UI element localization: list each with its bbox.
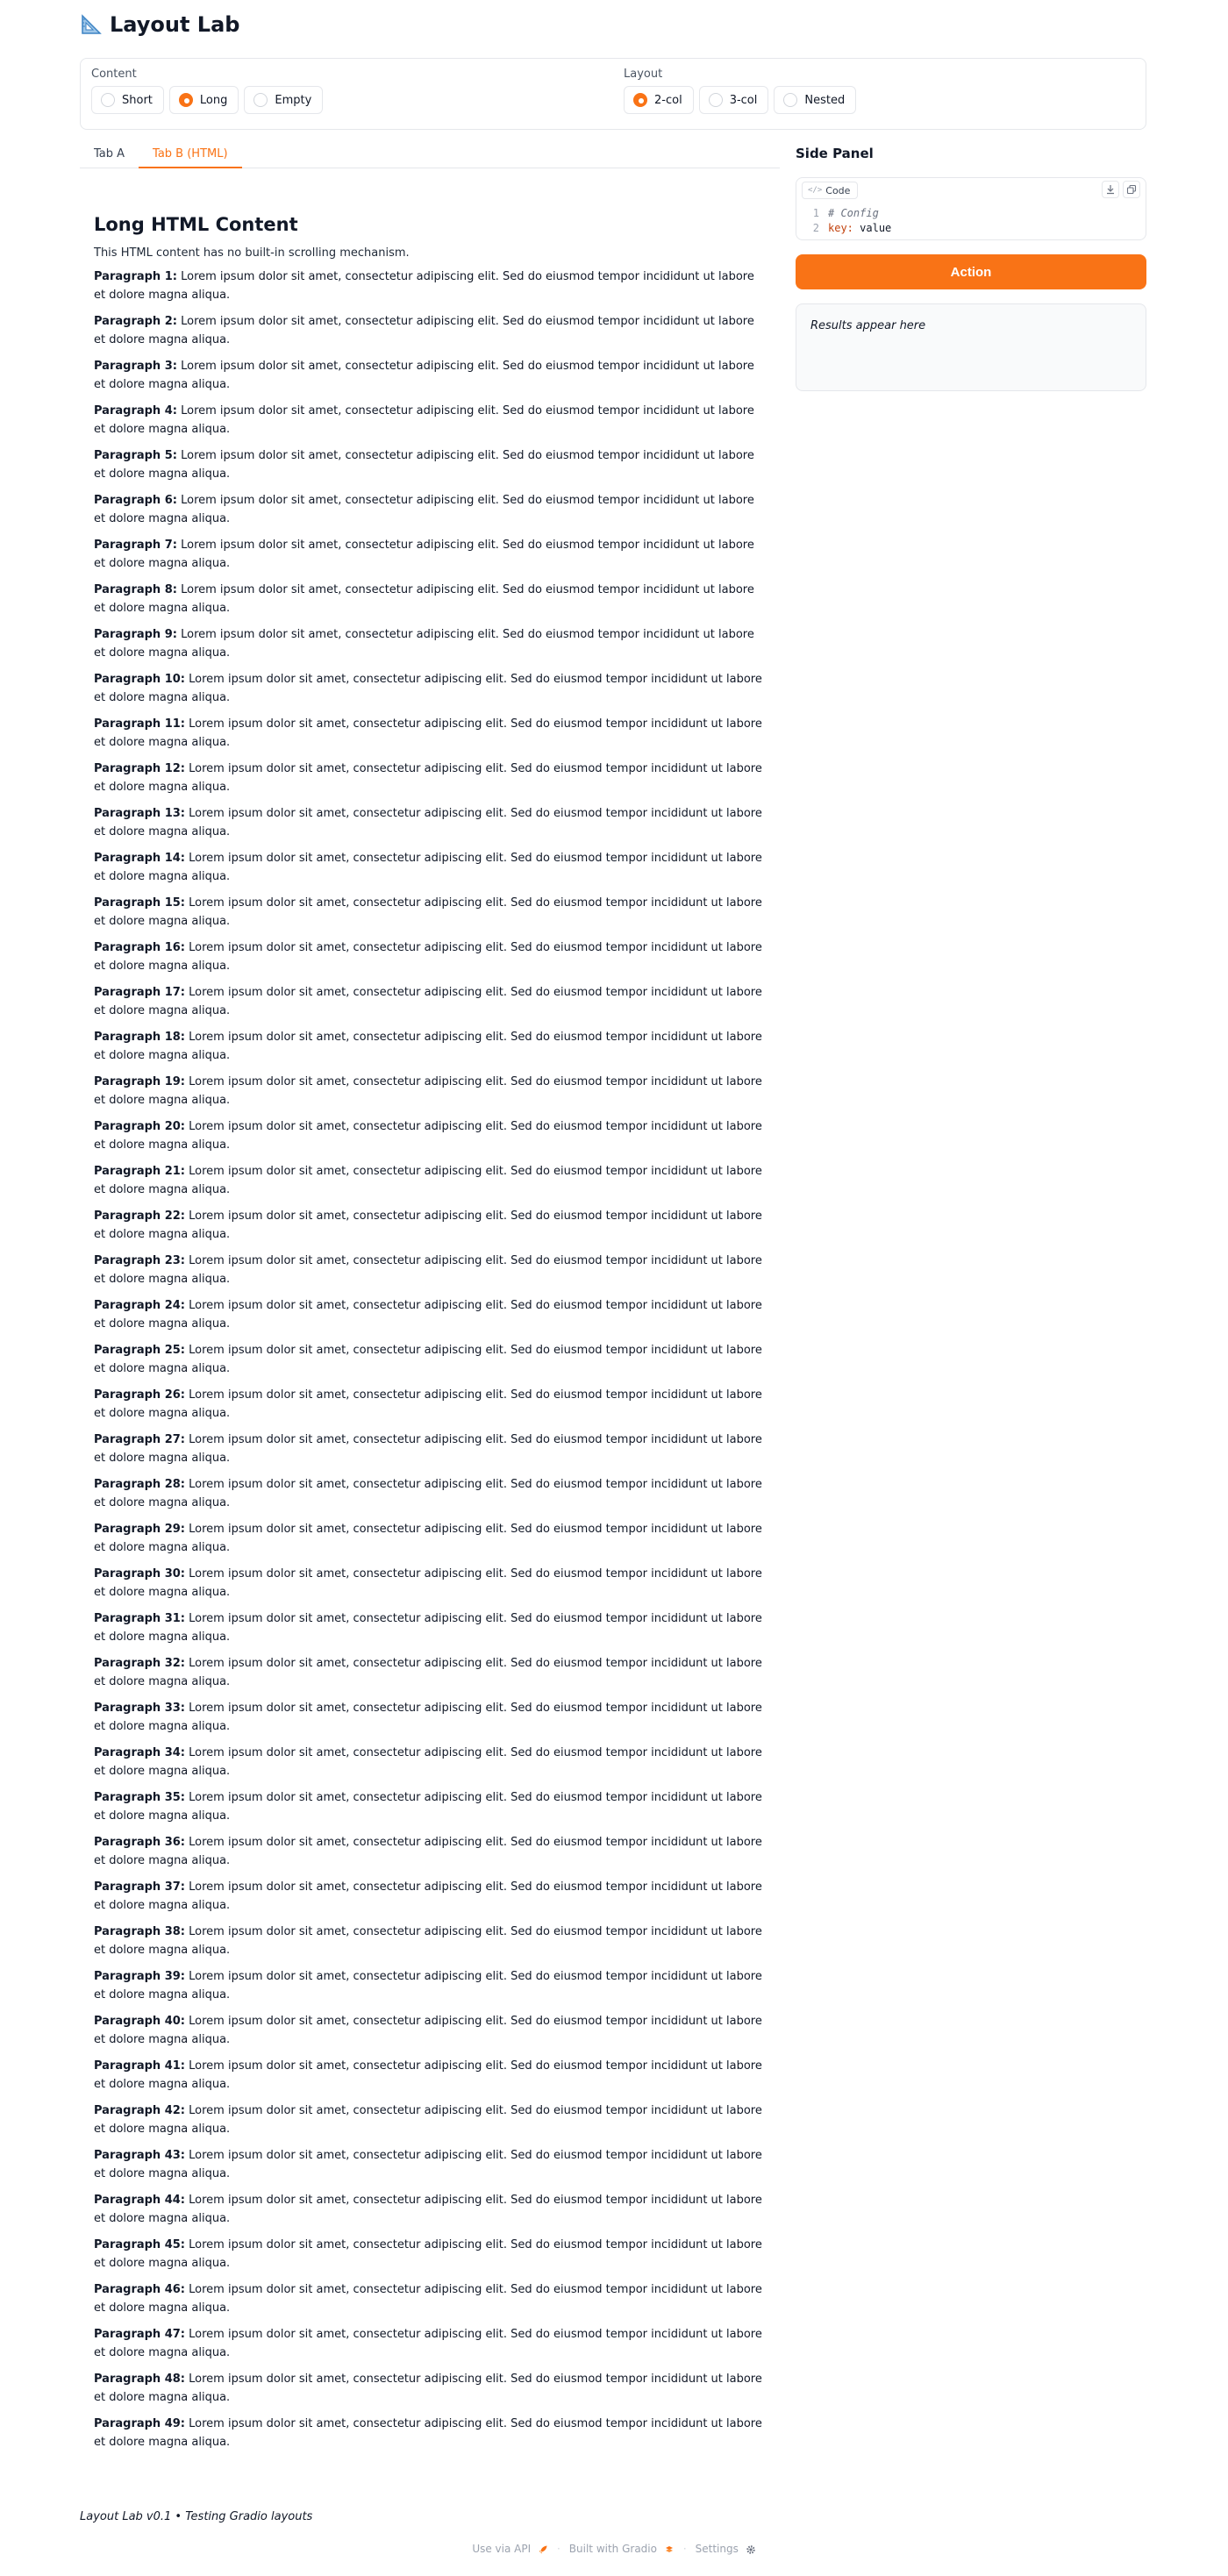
- radio-dot: [783, 93, 797, 107]
- paragraph-label: Paragraph 19:: [94, 1075, 185, 1088]
- paragraph-label: Paragraph 7:: [94, 539, 177, 552]
- page-title: Layout Lab: [110, 12, 240, 37]
- paragraph-list: [94, 268, 768, 2451]
- paragraph-text: Lorem ipsum dolor sit amet, consectetur adipiscing elit. Sed do eiusmod tempor incididunt ut labore et dolore magna aliqua.: [94, 1836, 762, 1867]
- paragraph-text: Lorem ipsum dolor sit amet, consectetur adipiscing elit. Sed do eiusmod tempor incididunt ut labore et dolore magna aliqua.: [94, 270, 754, 302]
- paragraph-text: Lorem ipsum dolor sit amet, consectetur adipiscing elit. Sed do eiusmod tempor incididunt ut labore et dolore magna aliqua.: [94, 1567, 762, 1599]
- layout-radio-group: [624, 68, 856, 114]
- code-line: [805, 221, 891, 236]
- paragraph-text: Lorem ipsum dolor sit amet, consectetur adipiscing elit. Sed do eiusmod tempor incididunt ut labore et dolore magna aliqua.: [94, 1210, 762, 1241]
- content-paragraph: [94, 715, 768, 752]
- paragraph-label: Paragraph 10:: [94, 673, 185, 686]
- paragraph-label: Paragraph 33:: [94, 1702, 185, 1715]
- radio-label: Long: [199, 93, 228, 107]
- paragraph-text: Lorem ipsum dolor sit amet, consectetur adipiscing elit. Sed do eiusmod tempor incididunt ut labore et dolore magna aliqua.: [94, 1657, 762, 1688]
- paragraph-label: Paragraph 42:: [94, 2104, 185, 2117]
- paragraph-text: Lorem ipsum dolor sit amet, consectetur adipiscing elit. Sed do eiusmod tempor incididunt ut labore et dolore magna aliqua.: [94, 1433, 762, 1465]
- app-header: [80, 12, 239, 37]
- paragraph-text: Lorem ipsum dolor sit amet, consectetur adipiscing elit. Sed do eiusmod tempor incididunt ut labore et dolore magna aliqua.: [94, 494, 754, 525]
- paragraph-label: Paragraph 1:: [94, 270, 177, 283]
- paragraph-label: Paragraph 23:: [94, 1254, 185, 1267]
- content-paragraph: [94, 1967, 768, 2004]
- gear-icon: [746, 2544, 756, 2555]
- content-paragraph: [94, 1609, 768, 1646]
- content-paragraph: [94, 491, 768, 528]
- paragraph-label: Paragraph 45:: [94, 2238, 185, 2251]
- paragraph-label: Paragraph 26:: [94, 1388, 185, 1402]
- paragraph-text: Lorem ipsum dolor sit amet, consectetur adipiscing elit. Sed do eiusmod tempor incididunt ut labore et dolore magna aliqua.: [94, 1746, 762, 1778]
- content-paragraph: [94, 760, 768, 796]
- radio-dot: [633, 93, 647, 107]
- paragraph-label: Paragraph 2:: [94, 315, 177, 328]
- content-paragraph: [94, 1431, 768, 1467]
- paragraph-text: Lorem ipsum dolor sit amet, consectetur adipiscing elit. Sed do eiusmod tempor incididunt ut labore et dolore magna aliqua.: [94, 941, 762, 973]
- content-paragraph: [94, 2012, 768, 2049]
- content-paragraph: [94, 1386, 768, 1423]
- content-radio-group: [91, 68, 323, 114]
- paragraph-text: Lorem ipsum dolor sit amet, consectetur adipiscing elit. Sed do eiusmod tempor incididunt ut labore et dolore magna aliqua.: [94, 2059, 762, 2091]
- rocket-icon: [538, 2544, 548, 2555]
- content-paragraph: [94, 2191, 768, 2228]
- content-paragraph: [94, 1744, 768, 1780]
- content-paragraph: [94, 894, 768, 931]
- content-paragraph: [94, 625, 768, 662]
- paragraph-text: Lorem ipsum dolor sit amet, consectetur adipiscing elit. Sed do eiusmod tempor incididunt ut labore et dolore magna aliqua.: [94, 2015, 762, 2046]
- site-footer: [0, 2543, 1228, 2555]
- paragraph-text: Lorem ipsum dolor sit amet, consectetur adipiscing elit. Sed do eiusmod tempor incididunt ut labore et dolore magna aliqua.: [94, 1075, 762, 1107]
- line-number: 2: [812, 222, 819, 234]
- paragraph-text: Lorem ipsum dolor sit amet, consectetur adipiscing elit. Sed do eiusmod tempor incididunt ut labore et dolore magna aliqua.: [94, 762, 762, 794]
- content-paragraph: [94, 1654, 768, 1691]
- code-label: [802, 182, 858, 199]
- results-box: Results appear here: [796, 303, 1146, 391]
- settings-label: Settings: [695, 2543, 739, 2555]
- content-paragraph: [94, 983, 768, 1020]
- html-content: [94, 214, 768, 2459]
- paragraph-label: Paragraph 14:: [94, 852, 185, 865]
- content-paragraph: [94, 357, 768, 394]
- radio-layout-3col[interactable]: [699, 86, 769, 114]
- use-api-link[interactable]: [472, 2543, 548, 2555]
- radio-label: 3-col: [729, 93, 758, 107]
- content-paragraph: [94, 2280, 768, 2317]
- content-paragraph: [94, 402, 768, 439]
- content-paragraph: [94, 268, 768, 304]
- paragraph-text: Lorem ipsum dolor sit amet, consectetur adipiscing elit. Sed do eiusmod tempor incididunt ut labore et dolore magna aliqua.: [94, 986, 762, 1017]
- content-paragraph: [94, 312, 768, 349]
- content-paragraph: [94, 2101, 768, 2138]
- paragraph-label: Paragraph 29:: [94, 1523, 185, 1536]
- content-paragraph: [94, 2325, 768, 2362]
- paragraph-text: Lorem ipsum dolor sit amet, consectetur adipiscing elit. Sed do eiusmod tempor incididunt ut labore et dolore magna aliqua.: [94, 2328, 762, 2359]
- paragraph-text: Lorem ipsum dolor sit amet, consectetur adipiscing elit. Sed do eiusmod tempor incididunt ut labore et dolore magna aliqua.: [94, 1478, 762, 1509]
- paragraph-text: Lorem ipsum dolor sit amet, consectetur adipiscing elit. Sed do eiusmod tempor incididunt ut labore et dolore magna aliqua.: [94, 1880, 762, 1912]
- radio-dot: [253, 93, 268, 107]
- paragraph-text: Lorem ipsum dolor sit amet, consectetur adipiscing elit. Sed do eiusmod tempor incididunt ut labore et dolore magna aliqua.: [94, 2373, 762, 2404]
- content-paragraph: [94, 1520, 768, 1557]
- content-paragraph: [94, 1878, 768, 1915]
- paragraph-label: Paragraph 17:: [94, 986, 185, 999]
- content-paragraph: [94, 1833, 768, 1870]
- content-paragraph: [94, 446, 768, 483]
- footer-separator: ·: [682, 2543, 687, 2555]
- paragraph-text: Lorem ipsum dolor sit amet, consectetur adipiscing elit. Sed do eiusmod tempor incididunt ut labore et dolore magna aliqua.: [94, 807, 762, 838]
- content-paragraph: [94, 1117, 768, 1154]
- triangular-ruler-icon: [80, 13, 103, 36]
- radio-content-long[interactable]: [169, 86, 239, 114]
- action-button[interactable]: Action: [796, 254, 1146, 289]
- radio-layout-2col[interactable]: [624, 86, 694, 114]
- radio-layout-nested[interactable]: [774, 86, 856, 114]
- paragraph-label: Paragraph 25:: [94, 1344, 185, 1357]
- code-icon: </>: [808, 186, 823, 195]
- code-label-text: Code: [825, 184, 851, 196]
- paragraph-text: Lorem ipsum dolor sit amet, consectetur adipiscing elit. Sed do eiusmod tempor incididunt ut labore et dolore magna aliqua.: [94, 2149, 762, 2180]
- paragraph-label: Paragraph 16:: [94, 941, 185, 954]
- settings-link[interactable]: [696, 2543, 756, 2555]
- content-paragraph: [94, 1028, 768, 1065]
- paragraph-label: Paragraph 6:: [94, 494, 177, 507]
- paragraph-label: Paragraph 38:: [94, 1925, 185, 1938]
- radio-label: Nested: [804, 93, 846, 107]
- radio-label: Empty: [275, 93, 312, 107]
- paragraph-label: Paragraph 31:: [94, 1612, 185, 1625]
- paragraph-label: Paragraph 9:: [94, 628, 177, 641]
- content-paragraph: [94, 938, 768, 975]
- content-paragraph: [94, 1252, 768, 1288]
- paragraph-label: Paragraph 39:: [94, 1970, 185, 1983]
- paragraph-label: Paragraph 40:: [94, 2015, 185, 2028]
- paragraph-label: Paragraph 22:: [94, 1210, 185, 1223]
- content-paragraph: [94, 1296, 768, 1333]
- radio-dot: [179, 93, 193, 107]
- content-paragraph: [94, 1207, 768, 1244]
- radio-content-short[interactable]: [91, 86, 164, 114]
- radio-label: 2-col: [654, 93, 682, 107]
- app-footer-note: Layout Lab v0.1 • Testing Gradio layouts: [80, 2510, 313, 2523]
- paragraph-text: Lorem ipsum dolor sit amet, consectetur adipiscing elit. Sed do eiusmod tempor incididunt ut labore et dolore magna aliqua.: [94, 2417, 762, 2449]
- copy-icon: [1126, 184, 1137, 195]
- paragraph-label: Paragraph 8:: [94, 583, 177, 596]
- paragraph-text: Lorem ipsum dolor sit amet, consectetur adipiscing elit. Sed do eiusmod tempor incididunt ut labore et dolore magna aliqua.: [94, 449, 754, 481]
- paragraph-label: Paragraph 18:: [94, 1031, 185, 1044]
- paragraph-text: Lorem ipsum dolor sit amet, consectetur adipiscing elit. Sed do eiusmod tempor incididunt ut labore et dolore magna aliqua.: [94, 1120, 762, 1152]
- tab-b-html[interactable]: Tab B (HTML): [139, 144, 242, 168]
- paragraph-text: Lorem ipsum dolor sit amet, consectetur adipiscing elit. Sed do eiusmod tempor incididunt ut labore et dolore magna aliqua.: [94, 1254, 762, 1286]
- paragraph-label: Paragraph 11:: [94, 717, 185, 731]
- paragraph-text: Lorem ipsum dolor sit amet, consectetur adipiscing elit. Sed do eiusmod tempor incididunt ut labore et dolore magna aliqua.: [94, 673, 762, 704]
- content-intro: This HTML content has no built-in scrolling mechanism.: [94, 246, 410, 260]
- code-actions: [1102, 181, 1140, 198]
- paragraph-text: Lorem ipsum dolor sit amet, consectetur adipiscing elit. Sed do eiusmod tempor incididunt ut labore et dolore magna aliqua.: [94, 717, 762, 749]
- paragraph-text: Lorem ipsum dolor sit amet, consectetur adipiscing elit. Sed do eiusmod tempor incididunt ut labore et dolore magna aliqua.: [94, 539, 754, 570]
- radio-content-empty[interactable]: [244, 86, 323, 114]
- content-paragraph: [94, 2146, 768, 2183]
- paragraph-label: Paragraph 5:: [94, 449, 177, 462]
- radio-label: Short: [122, 93, 153, 107]
- content-paragraph: [94, 2370, 768, 2407]
- paragraph-label: Paragraph 24:: [94, 1299, 185, 1312]
- content-paragraph: [94, 804, 768, 841]
- layout-group-label: Layout: [624, 68, 663, 81]
- radio-dot: [101, 93, 115, 107]
- paragraph-text: Lorem ipsum dolor sit amet, consectetur adipiscing elit. Sed do eiusmod tempor incididunt ut labore et dolore magna aliqua.: [94, 1925, 762, 1957]
- paragraph-text: Lorem ipsum dolor sit amet, consectetur adipiscing elit. Sed do eiusmod tempor incididunt ut labore et dolore magna aliqua.: [94, 1165, 762, 1196]
- paragraph-text: Lorem ipsum dolor sit amet, consectetur adipiscing elit. Sed do eiusmod tempor incididunt ut labore et dolore magna aliqua.: [94, 1702, 762, 1733]
- paragraph-label: Paragraph 49:: [94, 2417, 185, 2430]
- paragraph-label: Paragraph 4:: [94, 404, 177, 417]
- paragraph-label: Paragraph 28:: [94, 1478, 185, 1491]
- paragraph-text: Lorem ipsum dolor sit amet, consectetur adipiscing elit. Sed do eiusmod tempor incididunt ut labore et dolore magna aliqua.: [94, 404, 754, 436]
- paragraph-label: Paragraph 27:: [94, 1433, 185, 1446]
- paragraph-label: Paragraph 3:: [94, 360, 177, 373]
- download-icon: [1105, 184, 1116, 195]
- paragraph-label: Paragraph 13:: [94, 807, 185, 820]
- paragraph-label: Paragraph 36:: [94, 1836, 185, 1849]
- content-paragraph: [94, 2415, 768, 2451]
- paragraph-text: Lorem ipsum dolor sit amet, consectetur adipiscing elit. Sed do eiusmod tempor incididunt ut labore et dolore magna aliqua.: [94, 2194, 762, 2225]
- paragraph-text: Lorem ipsum dolor sit amet, consectetur adipiscing elit. Sed do eiusmod tempor incididunt ut labore et dolore magna aliqua.: [94, 896, 762, 928]
- content-paragraph: [94, 1162, 768, 1199]
- code-block: [796, 177, 1146, 240]
- paragraph-text: Lorem ipsum dolor sit amet, consectetur adipiscing elit. Sed do eiusmod tempor incididunt ut labore et dolore magna aliqua.: [94, 2104, 762, 2136]
- code-comment: # Config: [828, 207, 879, 219]
- built-with-label: Built with Gradio: [568, 2543, 657, 2555]
- code-line: [805, 206, 891, 221]
- paragraph-label: Paragraph 30:: [94, 1567, 185, 1581]
- paragraph-text: Lorem ipsum dolor sit amet, consectetur adipiscing elit. Sed do eiusmod tempor incididunt ut labore et dolore magna aliqua.: [94, 1388, 762, 1420]
- paragraph-label: Paragraph 47:: [94, 2328, 185, 2341]
- paragraph-label: Paragraph 37:: [94, 1880, 185, 1894]
- content-paragraph: [94, 1073, 768, 1110]
- content-paragraph: [94, 536, 768, 573]
- paragraph-text: Lorem ipsum dolor sit amet, consectetur adipiscing elit. Sed do eiusmod tempor incididunt ut labore et dolore magna aliqua.: [94, 315, 754, 346]
- built-with-gradio-link[interactable]: [569, 2543, 675, 2555]
- copy-button[interactable]: [1123, 181, 1140, 198]
- content-paragraph: [94, 1788, 768, 1825]
- paragraph-text: Lorem ipsum dolor sit amet, consectetur adipiscing elit. Sed do eiusmod tempor incididunt ut labore et dolore magna aliqua.: [94, 2283, 762, 2315]
- paragraph-label: Paragraph 20:: [94, 1120, 185, 1133]
- paragraph-text: Lorem ipsum dolor sit amet, consectetur adipiscing elit. Sed do eiusmod tempor incididunt ut labore et dolore magna aliqua.: [94, 1970, 762, 2002]
- content-paragraph: [94, 1341, 768, 1378]
- content-paragraph: [94, 670, 768, 707]
- paragraph-label: Paragraph 48:: [94, 2373, 185, 2386]
- paragraph-text: Lorem ipsum dolor sit amet, consectetur adipiscing elit. Sed do eiusmod tempor incididunt ut labore et dolore magna aliqua.: [94, 2238, 762, 2270]
- paragraph-label: Paragraph 35:: [94, 1791, 185, 1804]
- paragraph-text: Lorem ipsum dolor sit amet, consectetur adipiscing elit. Sed do eiusmod tempor incididunt ut labore et dolore magna aliqua.: [94, 583, 754, 615]
- gradio-logo-icon: [664, 2544, 675, 2555]
- paragraph-text: Lorem ipsum dolor sit amet, consectetur adipiscing elit. Sed do eiusmod tempor incididunt ut labore et dolore magna aliqua.: [94, 1791, 762, 1823]
- content-heading: Long HTML Content: [94, 214, 298, 235]
- download-button[interactable]: [1102, 181, 1119, 198]
- settings-panel: [80, 58, 1146, 130]
- paragraph-label: Paragraph 46:: [94, 2283, 185, 2296]
- paragraph-text: Lorem ipsum dolor sit amet, consectetur adipiscing elit. Sed do eiusmod tempor incididunt ut labore et dolore magna aliqua.: [94, 1031, 762, 1062]
- content-paragraph: [94, 849, 768, 886]
- tab-a[interactable]: Tab A: [94, 147, 125, 161]
- code-lines[interactable]: [805, 206, 891, 236]
- side-panel-title: Side Panel: [796, 146, 874, 161]
- paragraph-label: Paragraph 41:: [94, 2059, 185, 2073]
- code-key: key:: [828, 222, 853, 234]
- paragraph-text: Lorem ipsum dolor sit amet, consectetur adipiscing elit. Sed do eiusmod tempor incididunt ut labore et dolore magna aliqua.: [94, 1612, 762, 1644]
- paragraph-label: Paragraph 15:: [94, 896, 185, 910]
- content-paragraph: [94, 2236, 768, 2273]
- paragraph-text: Lorem ipsum dolor sit amet, consectetur adipiscing elit. Sed do eiusmod tempor incididunt ut labore et dolore magna aliqua.: [94, 360, 754, 391]
- content-paragraph: [94, 581, 768, 617]
- paragraph-label: Paragraph 21:: [94, 1165, 185, 1178]
- paragraph-text: Lorem ipsum dolor sit amet, consectetur adipiscing elit. Sed do eiusmod tempor incididunt ut labore et dolore magna aliqua.: [94, 1299, 762, 1331]
- paragraph-label: Paragraph 34:: [94, 1746, 185, 1759]
- content-group-label: Content: [91, 68, 137, 81]
- content-paragraph: [94, 1923, 768, 1959]
- footer-separator: ·: [556, 2543, 560, 2555]
- paragraph-text: Lorem ipsum dolor sit amet, consectetur adipiscing elit. Sed do eiusmod tempor incididunt ut labore et dolore magna aliqua.: [94, 852, 762, 883]
- line-number: 1: [812, 207, 819, 219]
- content-paragraph: [94, 1475, 768, 1512]
- paragraph-label: Paragraph 32:: [94, 1657, 185, 1670]
- paragraph-text: Lorem ipsum dolor sit amet, consectetur adipiscing elit. Sed do eiusmod tempor incididunt ut labore et dolore magna aliqua.: [94, 1344, 762, 1375]
- paragraph-label: Paragraph 44:: [94, 2194, 185, 2207]
- content-paragraph: [94, 1699, 768, 1736]
- use-api-label: Use via API: [472, 2543, 532, 2555]
- paragraph-text: Lorem ipsum dolor sit amet, consectetur adipiscing elit. Sed do eiusmod tempor incididunt ut labore et dolore magna aliqua.: [94, 1523, 762, 1554]
- paragraph-label: Paragraph 12:: [94, 762, 185, 775]
- content-paragraph: [94, 2057, 768, 2094]
- tab-bar: [80, 144, 780, 168]
- paragraph-text: Lorem ipsum dolor sit amet, consectetur adipiscing elit. Sed do eiusmod tempor incididunt ut labore et dolore magna aliqua.: [94, 628, 754, 660]
- radio-dot: [709, 93, 723, 107]
- paragraph-label: Paragraph 43:: [94, 2149, 185, 2162]
- code-value: value: [860, 222, 892, 234]
- content-paragraph: [94, 1565, 768, 1602]
